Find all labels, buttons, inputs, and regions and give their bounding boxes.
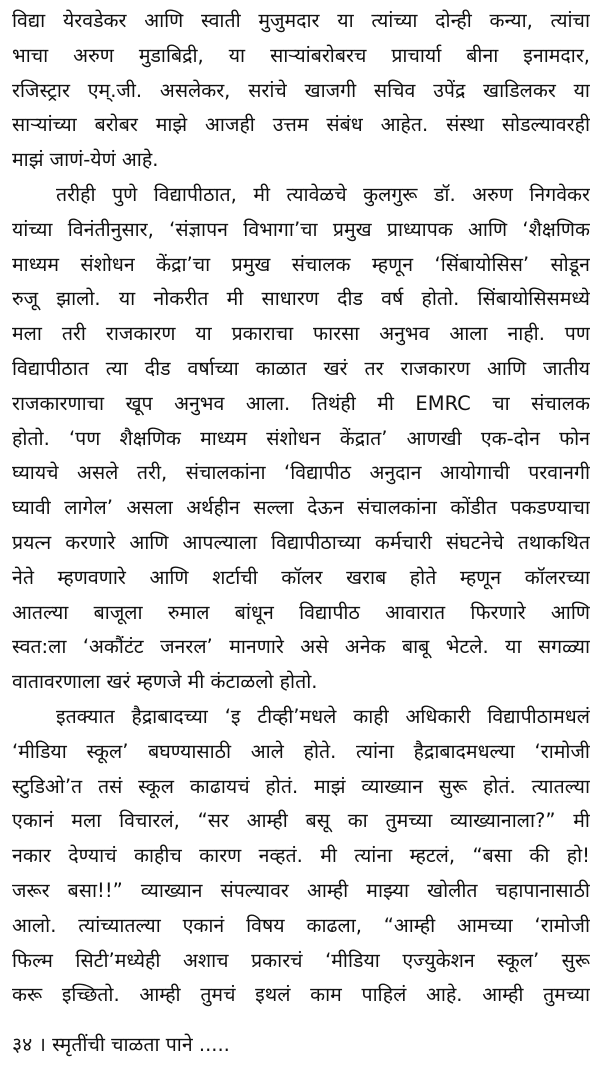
paragraph-start-line: तरीही पुणे विद्यापीठात, मी त्यावेळचे कुलगुरू डॉ. अरुण निगवेकर: [56, 182, 590, 206]
text-line: विद्यापीठात त्या दीड वर्षाच्या काळात खरं तर राजकारण आणि जातीय: [12, 356, 590, 380]
text-line: भाचा अरुण मुडाबिद्री, या साऱ्यांबरोबरच प्राचार्या बीना इनामदार,: [12, 43, 590, 67]
text-line: घ्यायचे असले तरी, संचालकांना ‘विद्यापीठ अनुदान आयोगाची परवानगी: [12, 461, 590, 485]
text-line: प्रयत्न करणारे आणि आपल्याला विद्यापीठाच्या कर्मचारी संघटनेचे तथाकथित: [12, 530, 590, 554]
text-line: माझं जाणं-येणं आहे.: [12, 148, 159, 172]
text-line: रुजू झालो. या नोकरीत मी साधारण दीड वर्ष होतो. सिंबायोसिसमध्ये: [12, 287, 590, 311]
text-line: स्टुडिओ’त तसं स्कूल काढायचं होतं. माझं व्याख्यान सुरू होतं. त्यातल्या: [12, 774, 590, 798]
text-line: ‘मीडिया स्कूल’ बघण्यासाठी आले होते. त्यांना हैद्राबादमधल्या ‘रामोजी: [12, 739, 590, 763]
page-body-text: [12, 4, 590, 1013]
page-footer: ३४ । स्मृतींची चाळता पाने .....: [12, 1033, 230, 1056]
text-line: माध्यम संशोधन केंद्रा’चा प्रमुख संचालक म्हणून ‘सिंबायोसिस’ सोडून: [12, 252, 590, 276]
text-line: राजकारणाचा खूप अनुभव आला. तिथंही मी EMRC चा संचालक: [12, 391, 590, 415]
text-line: नेते म्हणवणारे आणि शर्टाची कॉलर खराब होते म्हणून कॉलरच्या: [12, 565, 590, 589]
text-line: नकार देण्याचं काहीच कारण नव्हतं. मी त्यांना म्हटलं, “बसा की हो!: [12, 844, 590, 868]
text-line: होतो. ‘पण शैक्षणिक माध्यम संशोधन केंद्रात’ आणखी एक-दोन फोन: [12, 426, 590, 450]
text-line: घ्यावी लागेल’ असला अर्थहीन सल्ला देऊन संचालकांना कोंडीत पकडण्याचा: [12, 496, 590, 520]
text-line: जरूर बसा!!” व्याख्यान संपल्यावर आम्ही माझ्या खोलीत चहापानासाठी: [12, 878, 590, 902]
text-line: एकानं मला विचारलं, “सर आम्ही बसू का तुमच्या व्याख्यानाला?” मी: [12, 809, 590, 833]
text-line: मला तरी राजकारण या प्रकाराचा फारसा अनुभव आला नाही. पण: [12, 322, 590, 346]
text-line: आतल्या बाजूला रुमाल बांधून विद्यापीठ आवारात फिरणारे आणि: [12, 600, 590, 624]
text-line: स्वत:ला ‘अकौंटंट जनरल’ मानणारे असे अनेक बाबू भेटले. या सगळ्या: [12, 635, 590, 659]
text-line: विद्या येरवडेकर आणि स्वाती मुजुमदार या त्यांच्या दोन्ही कन्या, त्यांचा: [12, 9, 590, 32]
text-line: साऱ्यांच्या बरोबर माझे आजही उत्तम संबंध आहेत. संस्था सोडल्यावरही: [12, 113, 590, 137]
text-line: फिल्म सिटी’मध्येही अशाच प्रकारचं ‘मीडिया एज्युकेशन स्कूल’ सुरू: [12, 948, 590, 972]
paragraph-start-line: इतक्यात हैद्राबादच्या ‘इ टीव्ही’मधले काही अधिकारी विद्यापीठामधलं: [56, 704, 590, 728]
text-line: यांच्या विनंतीनुसार, ‘संज्ञापन विभागा’चा प्रमुख प्राध्यापक आणि ‘शैक्षणिक: [12, 217, 590, 241]
text-line: आलो. त्यांच्यातल्या एकानं विषय काढला, “आम्ही आमच्या ‘रामोजी: [12, 913, 590, 937]
text-line: रजिस्ट्रार एम्.जी. असलेकर, सरांचे खाजगी सचिव उपेंद्र खाडिलकर या: [12, 78, 590, 102]
text-line: वातावरणाला खरं म्हणजे मी कंटाळलो होतो.: [12, 670, 318, 694]
text-line: करू इच्छितो. आम्ही तुमचं इथलं काम पाहिलं आहे. आम्ही तुमच्या: [12, 983, 590, 1007]
